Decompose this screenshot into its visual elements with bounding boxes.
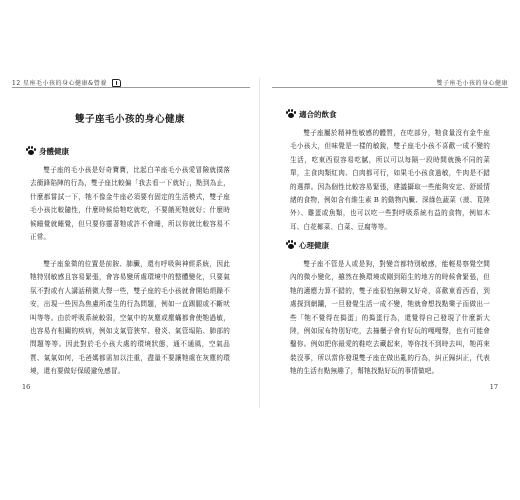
body-paragraph: 雙子座屬於精神性敏感的體質，在吃部分，牠食量沒有金牛座毛小孩大，但味覺是一樣的敏銳，雙子座毛小孩不喜歡一成不變的生活，吃東西很容易吃膩，所以可以每隔一段時間就換不同的菜單，主食肉類紅肉、白肉都可行，如果毛小孩食過敏，牛肉是不錯的選擇。因為個性比較容易緊張，建議攝取一些能夠安定、舒緩情緒的食物，例如含有維生素 B 的動物內臟、深綠色蔬菜（菠、莧陸外）、雞蛋或魚類，也可以吃一些對呼吸系統有益的食物，例如木耳、白花椰菜、白菜、豆腐等等。 [290, 129, 490, 231]
left-running-head [12, 78, 121, 87]
body-paragraph: 雙子座象徵的位置是前胺、肺臟，還有呼吸與神經系統，因此牠特別敏感且容易緊張，會容易變所處環境中的整體變化，只要氣氛不對或有人講話稍微大聲一些，雙子座的毛小孩就會開始煩躁不安，出現一些因為焦慮所產生的行為問題，例如一直踢腿或不斷吠叫等等。由於呼吸系統較弱，空氣中的灰塵或塵蟎都會使牠過敏，也容易有相關的疾病，例如支氣管狹窄、發炎、氣管塌陷、肺部的問題等等。因此對於毛小孩大處的環境狀態，通不通風，空氣品質、氣氣如何，毛爸媽都需加以注重，盡量不要讓牠處在灰塵的環境，還有要做好保暖避免感冒。 [30, 260, 230, 376]
left-header-rule [12, 87, 250, 88]
section-heading-text: 心理健康 [299, 241, 329, 250]
paw-print-icon [26, 146, 36, 155]
right-page [260, 0, 520, 500]
page-number: 17 [489, 383, 498, 391]
section-heading-diet [286, 109, 337, 120]
section-heading-text: 適合的飲食 [299, 110, 337, 119]
open-book-icon [112, 79, 121, 87]
right-header-rule [272, 87, 508, 88]
section-heading-physical-health [26, 146, 69, 157]
left-running-head-text: 12 星座毛小孩的身心健康&營養 [12, 80, 107, 87]
page-number: 16 [22, 383, 31, 391]
paw-print-icon [286, 240, 296, 249]
body-paragraph: 雙子座不管是人或是狗，對變音都特別敏感，能輕易察覺空間內的微小變化，雖然在換環境或剛到陌生的地方的時候會緊張，但牠的適應力算不錯的，雙子座很怕無聊又好奇，喜歡東看西看，到處探到網躪，一旦發覺生活一成不變，牠就會想找點樂子而做出一些「牠不覺得在搗蛋」的搗蛋行為，還覺得自己發現了什麼新大陸，例如尿布特別好吃，去撞櫃子會有好玩的嘎嘎聲，也有可能會鑿你。例如把你最愛的鞋吃去藏起來，等你找不到時去叫，牠再來裝沒事，所以當你發現雙子座在做出亂的行為，糾正歸糾正，代表牠的生活有點無趣了，幫牠找點好玩的事情做吧。 [290, 260, 490, 376]
section-heading-mental-health [286, 240, 329, 251]
right-running-head: 雙子座毛小孩的身心健康 [436, 80, 508, 87]
section-heading-text: 身體健康 [39, 147, 69, 156]
paw-print-icon [286, 109, 296, 118]
chapter-title: 雙子座毛小孩的身心健康 [74, 114, 185, 125]
body-paragraph: 雙子座的毛小孩是好奇寶寶，比起白羊座毛小孩愛冒險就撲落去衝鋒陷陣的行為，雙子座比較偏「我去看一下就好」，點到為止，什麼都嘗試一下，牠不像金牛座必須要有固定的生活模式，雙子座毛小孩比較隨性，什麼時候給牠吃就吃，不要餓死牠就好；什麼時候睡覺就睡覺，但只要你靈著牠或許不會睡，所以你就比較容易不正常。 [30, 166, 230, 242]
